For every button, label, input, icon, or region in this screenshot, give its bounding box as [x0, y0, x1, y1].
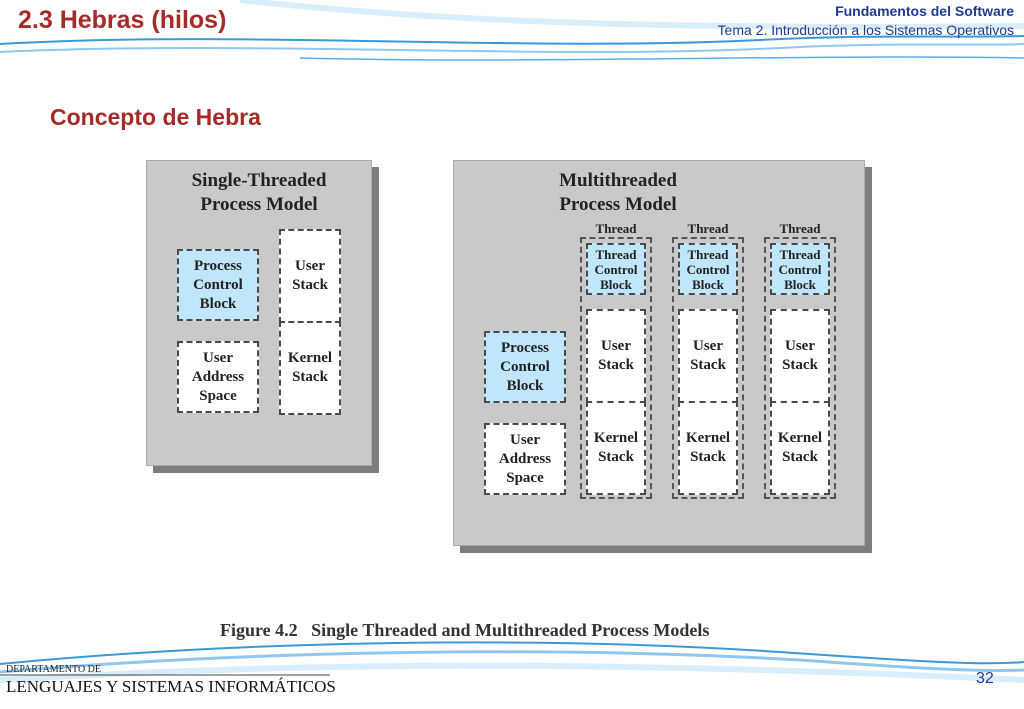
thread-label: Thread	[687, 221, 729, 236]
user-stack-line: Stack	[690, 357, 726, 373]
user-stack-line: Stack	[782, 357, 818, 373]
single-title-line1: Single-Threaded	[191, 170, 327, 191]
single-kernel-stack	[279, 321, 341, 415]
pcb-line: Process	[193, 257, 243, 274]
section-title: Concepto de Hebra	[50, 104, 261, 130]
tcb-line: Block	[784, 276, 816, 292]
department-label: DEPARTAMENTO DE	[6, 664, 101, 675]
slide-title: 2.3 Hebras (hilos)	[18, 6, 227, 34]
user-stack-line: User	[601, 338, 631, 354]
kernel-stack-line: Stack	[690, 449, 726, 465]
uas-line: User	[510, 431, 540, 448]
tcb-line: Thread	[595, 246, 637, 262]
uas-line: Address	[498, 450, 552, 467]
thread-kernel-stack	[770, 401, 830, 495]
uas-line: Address	[191, 368, 245, 385]
multi-process-control-block	[484, 331, 566, 403]
kernel-stack-line: Kernel	[777, 430, 823, 446]
tcb-line: Block	[692, 276, 724, 292]
user-stack-line: User	[295, 258, 325, 274]
single-process-control-block	[177, 249, 259, 321]
uas-line: Space	[506, 469, 544, 486]
user-stack-line: User	[785, 338, 815, 354]
user-stack-line: Stack	[292, 277, 328, 293]
multithreaded-panel	[453, 160, 865, 546]
tcb-line: Thread	[687, 246, 729, 262]
thread-user-stack	[770, 309, 830, 403]
pcb-line: Block	[506, 377, 544, 394]
kernel-stack-line: Stack	[292, 369, 328, 385]
thread-user-stack	[586, 309, 646, 403]
thread-control-block	[586, 243, 646, 295]
thread-label: Thread	[779, 221, 821, 236]
pcb-line: Process	[500, 339, 550, 356]
thread-kernel-stack	[678, 401, 738, 495]
thread-control-block	[678, 243, 738, 295]
kernel-stack-line: Kernel	[685, 430, 731, 446]
single-threaded-panel	[146, 160, 372, 466]
thread-kernel-stack	[586, 401, 646, 495]
kernel-stack-line: Kernel	[593, 430, 639, 446]
tcb-line: Thread	[779, 246, 821, 262]
user-stack-line: Stack	[598, 357, 634, 373]
pcb-line: Block	[199, 295, 237, 312]
multithreaded-title	[454, 169, 782, 217]
pcb-line: Control	[500, 358, 550, 375]
multi-title-line1: Multithreaded	[559, 170, 677, 191]
thread-label: Thread	[595, 221, 637, 236]
thread-control-block	[770, 243, 830, 295]
thread-user-stack	[678, 309, 738, 403]
single-threaded-title	[147, 169, 371, 217]
multi-title-line2: Process Model	[559, 194, 677, 215]
course-name: Fundamentos del Software	[835, 3, 1014, 19]
tcb-line: Block	[600, 276, 632, 292]
uas-line: Space	[199, 387, 237, 404]
single-title-line2: Process Model	[200, 194, 318, 215]
tcb-line: Control	[594, 261, 638, 277]
department-name: LENGUAJES Y SISTEMAS INFORMÁTICOS	[6, 677, 336, 696]
tcb-line: Control	[686, 261, 730, 277]
kernel-stack-line: Stack	[598, 449, 634, 465]
uas-line: User	[203, 349, 233, 366]
single-user-address-space	[177, 341, 259, 413]
page-number: 32	[976, 670, 994, 687]
pcb-line: Control	[193, 276, 243, 293]
topic-title: Tema 2. Introducción a los Sistemas Operativos	[717, 22, 1014, 38]
kernel-stack-line: Stack	[782, 449, 818, 465]
tcb-line: Control	[778, 261, 822, 277]
single-user-stack	[279, 229, 341, 323]
user-stack-line: User	[693, 338, 723, 354]
multi-user-address-space	[484, 423, 566, 495]
figure-caption: Figure 4.2 Single Threaded and Multithreaded Process Models	[220, 620, 710, 640]
footer-wave-decoration	[0, 630, 1024, 709]
kernel-stack-line: Kernel	[287, 350, 333, 366]
